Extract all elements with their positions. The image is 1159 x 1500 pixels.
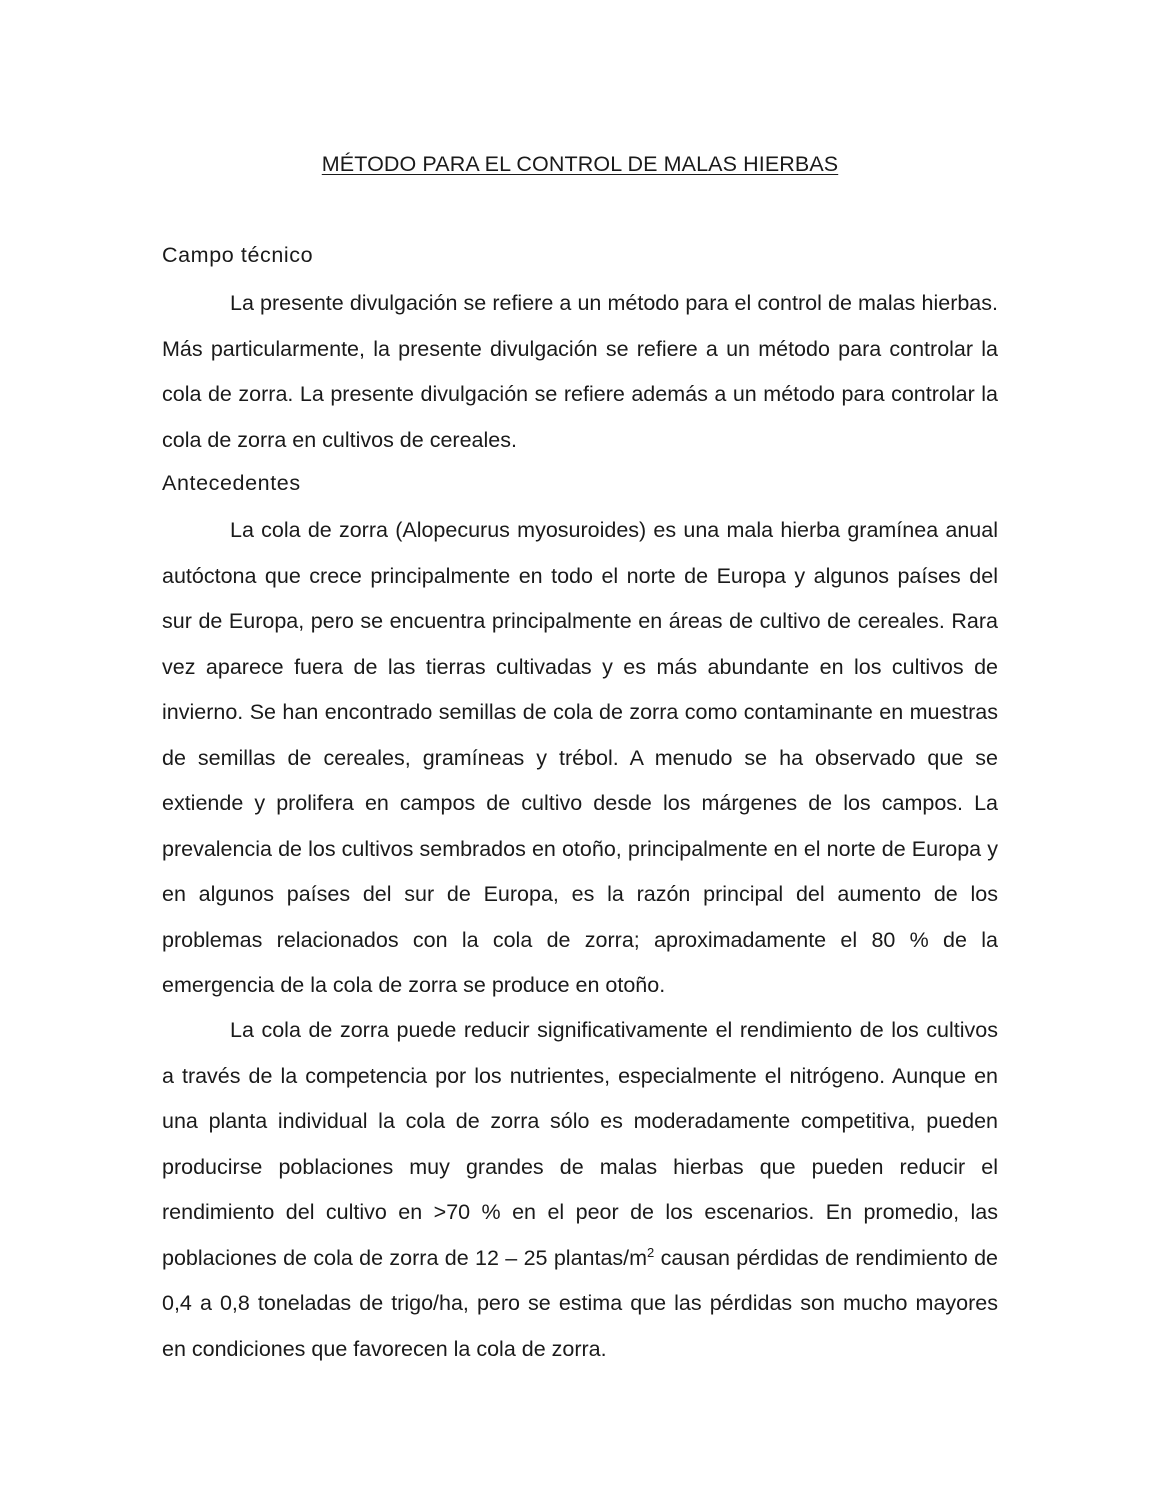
section-heading-campo-tecnico: Campo técnico — [162, 243, 314, 267]
paragraph-antecedentes-2 — [162, 1008, 998, 1372]
paragraph-text-part-2: causan pérdidas de rendimiento de 0,4 a 0,8 toneladas de trigo/ha, pero se estima que las pérdidas son mucho mayores en condiciones que favorecen la cola de zorra. — [162, 1245, 998, 1361]
paragraph-campo-tecnico: La presente divulgación se refiere a un método para el control de malas hierbas. Más particularmente, la presente divulgación se refiere a un método para controlar la cola de zorra. La presente divulgación se refiere además a un método para controlar la cola de zorra en cultivos de cereales. — [162, 291, 998, 452]
section-heading-antecedentes: Antecedentes — [162, 471, 301, 495]
paragraph-antecedentes-1: La cola de zorra (Alopecurus myosuroides) es una mala hierba gramínea anual autóctona que crece principalmente en todo el norte de Europa y algunos países del sur de Europa, pero se encuentra principalmente en áreas de cultivo de cereales. Rara vez aparece fuera de las tierras cultivadas y es más abundante en los cultivos de invierno. Se han encontrado semillas de cola de zorra como contaminante en muestras de semillas de cereales, gramíneas y trébol. A menudo se ha observado que se extiende y prolifera en campos de cultivo desde los márgenes de los campos. La prevalencia de los cultivos sembrados en otoño, principalmente en el norte de Europa y en algunos países del sur de Europa, es la razón principal del aumento de los problemas relacionados con la cola de zorra; aproximadamente el 80 % de la emergencia de la cola de zorra se produce en otoño. — [162, 518, 998, 997]
paragraph-text-part-1: La cola de zorra puede reducir significativamente el rendimiento de los cultivos a través de la competencia por los nutrientes, especialmente el nitrógeno. Aunque en una planta individual la cola de zorra sólo es moderadamente competitiva, pueden producirse poblaciones muy grandes de malas hierbas que pueden reducir el rendimiento del cultivo en >70 % en el peor de los escenarios. En promedio, las poblaciones de cola de zorra de 12 – 25 plantas/m — [162, 1018, 998, 1270]
superscript-exponent: 2 — [647, 1244, 655, 1260]
document-title: MÉTODO PARA EL CONTROL DE MALAS HIERBAS — [321, 152, 839, 176]
